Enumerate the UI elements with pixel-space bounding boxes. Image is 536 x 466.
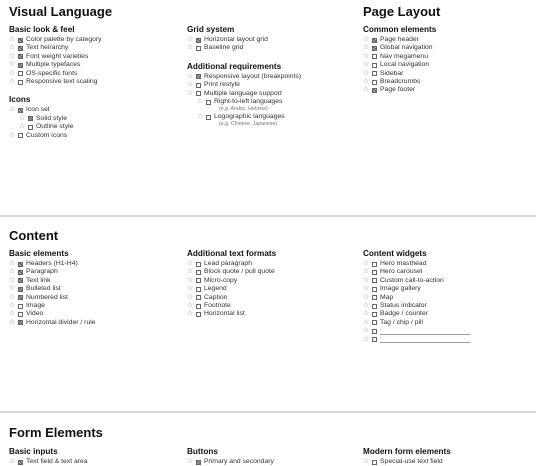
checklist-item-label: Image [26,301,45,309]
star-icon[interactable]: ☆ [187,293,194,301]
star-icon[interactable]: ☆ [9,293,16,301]
checklist-item-label: Horizontal divider / rule [26,318,96,326]
star-icon[interactable]: ☆ [9,276,16,284]
checklist-item [363,294,470,302]
star-icon[interactable]: ☆ [187,89,194,97]
checkbox-icon[interactable] [18,304,23,309]
column-grid [187,25,301,128]
checkbox-icon[interactable] [18,38,23,43]
checklist-item [363,285,470,293]
subheading-content-widgets: Content widgets [363,249,427,258]
checkbox-icon[interactable] [18,460,23,465]
subheading-basic-inputs: Basic inputs [9,447,58,456]
checklist-item [9,285,96,293]
checklist-item-label: Right-to-left languages [214,97,283,105]
checklist-item-label: Custom icons [26,131,68,139]
checklist-item-label: Headers (H1-H4) [26,260,78,267]
checklist-item [187,90,301,98]
star-icon[interactable]: ☆ [363,77,370,85]
checklist-item [187,458,274,466]
checkbox-icon[interactable] [372,312,377,317]
checklist-item-label: Numbered list [26,293,68,301]
checklist-item-label: Outline style [36,123,74,131]
star-icon[interactable]: ☆ [363,276,370,284]
checklist-item-label: Text link [26,276,51,284]
checkbox-icon[interactable] [372,337,377,342]
checkbox-icon[interactable] [206,100,211,105]
checklist-item-label: Hero carousel [380,268,423,276]
checklist-item [363,310,470,318]
subheading-buttons: Buttons [187,447,218,456]
star-icon[interactable]: ☆ [363,36,370,43]
column-text-formats [187,249,276,319]
star-icon[interactable]: ☆ [363,44,370,52]
checkbox-icon[interactable] [18,262,23,267]
checklist-item [9,78,102,86]
star-icon[interactable]: ☆ [19,114,26,122]
column-content-widgets [363,249,470,344]
star-icon[interactable]: ☆ [9,77,16,85]
checkbox-icon[interactable] [372,320,377,325]
checklist-item [187,113,301,121]
star-icon[interactable]: ☆ [187,301,194,309]
checklist-item-label: Logographic languages [214,112,285,120]
star-icon[interactable]: ☆ [363,69,370,77]
star-icon[interactable]: ☆ [9,458,16,465]
star-icon[interactable]: ☆ [9,106,16,114]
star-icon[interactable]: ☆ [363,310,370,318]
checklist-item-label: Map [380,293,394,301]
checkbox-icon[interactable] [18,46,23,51]
checkbox-icon[interactable] [372,262,377,267]
checklist-item [9,36,102,44]
checklist-item-label: Global navigation [380,44,433,52]
star-icon[interactable]: ☆ [187,285,194,293]
checkbox-icon[interactable] [372,54,377,59]
checklist-item-label: Baseline grid [204,44,244,52]
checklist-item [363,86,436,94]
column-basic-look [9,25,102,140]
checklist-item [9,277,96,285]
checkbox-icon[interactable] [372,88,377,93]
checklist-item [9,61,102,69]
checklist-item [363,70,436,78]
star-icon[interactable]: ☆ [363,268,370,276]
star-icon[interactable]: ☆ [363,318,370,326]
star-icon[interactable]: ☆ [363,327,370,335]
checklist-item [363,327,470,335]
checklist-item [9,319,96,327]
checkbox-icon[interactable] [372,329,377,334]
star-icon[interactable]: ☆ [363,293,370,301]
checklist-item-label: Page footer [380,86,416,94]
subheading-icons: Icons [9,95,31,105]
subheading-grid-system: Grid system [187,25,235,34]
checkbox-icon[interactable] [372,46,377,51]
star-icon[interactable]: ☆ [187,260,194,267]
checklist-item-label: Lead paragraph [204,260,252,267]
checkbox-icon[interactable] [18,278,23,283]
checklist-item-label: Solid style [36,114,67,122]
checklist-item [363,319,470,327]
checklist-item [9,70,102,78]
checklist-item [9,294,96,302]
star-icon[interactable]: ☆ [9,69,16,77]
checkbox-icon[interactable] [28,125,33,130]
column-basic-elements [9,249,96,327]
checklist-item-label: Font weight varieties [26,52,89,60]
blank-entry-line[interactable] [380,328,470,335]
checkbox-icon[interactable] [372,63,377,68]
blank-entry-line[interactable] [380,336,470,343]
star-icon[interactable]: ☆ [19,123,26,131]
checklist-item [9,115,102,123]
checklist-item [187,81,301,89]
checklist-item [363,78,436,86]
subheading-common-elements: Common elements [363,25,437,34]
checklist-item [363,36,436,44]
star-icon[interactable]: ☆ [187,81,194,89]
checkbox-icon[interactable] [372,38,377,43]
checklist-item-label: Responsive layout (breakpoints) [204,72,302,80]
checkbox-icon[interactable] [196,38,201,43]
subheading-basic-elements: Basic elements [9,249,69,258]
checkbox-icon[interactable] [18,270,23,275]
star-icon[interactable]: ☆ [363,335,370,343]
checkbox-icon[interactable] [18,133,23,138]
checkbox-icon[interactable] [372,278,377,283]
checklist-item-label: Primary and secondary [204,458,274,465]
star-icon[interactable]: ☆ [363,285,370,293]
star-icon[interactable]: ☆ [9,52,16,60]
star-icon[interactable]: ☆ [9,61,16,69]
checklist-item [9,458,88,466]
checklist-item-label: Multiple typefaces [26,61,81,69]
checklist-item [9,268,96,276]
star-icon[interactable]: ☆ [363,458,370,465]
checklist-item-label: Breadcrumbs [380,77,421,85]
checklist-item-label: Horizontal layout grid [204,36,268,43]
checkbox-icon[interactable] [372,270,377,275]
checkbox-icon[interactable] [18,320,23,325]
checklist-item [363,53,436,61]
checklist-item-label: Footnote [204,301,231,309]
checklist-item [187,285,276,293]
star-icon[interactable]: ☆ [9,36,16,43]
checkbox-icon[interactable] [372,71,377,76]
section-divider [0,411,536,413]
checklist-item [363,61,436,69]
checklist-item [363,302,470,310]
checklist-item [9,123,102,131]
checklist-item [363,336,470,344]
column-basic-inputs [9,447,88,466]
star-icon[interactable]: ☆ [9,44,16,52]
checkbox-icon[interactable] [196,304,201,309]
star-icon[interactable]: ☆ [197,112,204,120]
checklist-item-note: (e.g. Chinese, Japanese) [219,121,277,128]
subheading-additional-requirements: Additional requirements [187,61,282,71]
star-icon[interactable]: ☆ [187,72,194,80]
checkbox-icon[interactable] [18,287,23,292]
checklist-item [363,458,451,466]
checklist-item [9,302,96,310]
checklist-item [9,260,96,268]
star-icon[interactable]: ☆ [187,44,194,52]
checklist-item [363,260,470,268]
star-icon[interactable]: ☆ [363,52,370,60]
column-common-elements [363,25,436,95]
checklist-item [187,310,276,318]
star-icon[interactable]: ☆ [197,97,204,105]
star-icon[interactable]: ☆ [9,260,16,267]
checkbox-icon[interactable] [196,278,201,283]
section-title-content: Content [9,228,59,243]
checklist-item-label: Print restyle [204,81,240,89]
checklist-item [187,44,301,52]
checklist-item-label: Hero masthead [380,260,427,267]
star-icon[interactable]: ☆ [9,318,16,326]
section-title-form-elements: Form Elements [9,425,103,440]
section-divider [0,215,536,217]
checklist-item-label: Horizontal list [204,310,245,318]
section-title-visual-language: Visual Language [9,4,113,19]
checkbox-icon[interactable] [196,460,201,465]
checklist-item [187,294,276,302]
checklist-item [363,44,436,52]
checklist-item-label: Sidebar [380,69,404,77]
checklist-item [9,106,102,114]
checklist-item [9,310,96,318]
subheading-text-formats: Additional text formats [187,249,277,258]
subheading-basic-look: Basic look & feel [9,25,75,34]
checkbox-icon[interactable] [372,295,377,300]
checklist-item-label: Block quote / pull quote [204,268,275,276]
checkbox-icon[interactable] [196,295,201,300]
star-icon[interactable]: ☆ [363,260,370,267]
checklist-item-label: Image gallery [380,285,421,293]
checkbox-icon[interactable] [196,83,201,88]
checklist-item-label: Custom call-to-action [380,276,444,284]
checklist-item-label: Text field & text area [26,458,88,465]
checkbox-icon[interactable] [372,80,377,85]
checkbox-icon[interactable] [196,270,201,275]
star-icon[interactable]: ☆ [9,268,16,276]
checklist-item-note: (e.g. Arabic, Hebrew) [219,106,268,113]
checklist-item-label: Micro-copy [204,276,238,284]
checkbox-icon[interactable] [28,116,33,121]
checkbox-icon[interactable] [18,63,23,68]
star-icon[interactable]: ☆ [187,310,194,318]
star-icon[interactable]: ☆ [363,301,370,309]
checkbox-icon[interactable] [18,71,23,76]
checklist-item [9,53,102,61]
checklist-item [9,44,102,52]
star-icon[interactable]: ☆ [363,61,370,69]
checklist-item-label: Paragraph [26,268,58,276]
checklist-item [187,277,276,285]
checkbox-icon[interactable] [18,80,23,85]
subheading-modern-form-elements: Modern form elements [363,447,451,456]
checklist-item [363,268,470,276]
checklist-item-label: Special-use text field [380,458,443,465]
checklist-item [187,36,301,44]
checkbox-icon[interactable] [18,54,23,59]
checklist-item-label: Caption [204,293,228,301]
checkbox-icon[interactable] [18,108,23,113]
checkbox-icon[interactable] [18,312,23,317]
section-title-page-layout: Page Layout [363,4,441,19]
checklist-item-label: Icon set [26,106,50,114]
star-icon[interactable]: ☆ [9,285,16,293]
checkbox-icon[interactable] [372,460,377,465]
checklist-item-label: Text heirarchy [26,44,69,52]
star-icon[interactable]: ☆ [9,301,16,309]
star-icon[interactable]: ☆ [187,458,194,465]
checklist-item [187,260,276,268]
checklist-item-label: Local navigation [380,61,430,69]
checkbox-icon[interactable] [196,74,201,79]
checklist-item-label: OS-specific fonts [26,69,78,77]
checkbox-icon[interactable] [196,46,201,51]
checklist-item [363,277,470,285]
checklist-item [187,98,301,106]
star-icon[interactable]: ☆ [187,268,194,276]
checklist-item-label: Video [26,310,44,318]
checklist-item-label: Responsive text scaling [26,77,98,85]
checklist-item-label: Tag / chip / pill [380,318,424,326]
checkbox-icon[interactable] [196,91,201,96]
checkbox-icon[interactable] [196,287,201,292]
star-icon[interactable]: ☆ [9,310,16,318]
checklist-item [187,73,301,81]
checklist-item-label: Bulleted list [26,285,61,293]
star-icon[interactable]: ☆ [187,36,194,43]
checklist-item [9,132,102,140]
checklist-item-label: Nav megamenu [380,52,428,60]
checkbox-icon[interactable] [196,312,201,317]
checkbox-icon[interactable] [372,304,377,309]
star-icon[interactable]: ☆ [9,131,16,139]
checklist-item [187,268,276,276]
checklist-item [187,302,276,310]
checklist-item-label: Badge / counter [380,310,428,318]
star-icon[interactable]: ☆ [187,276,194,284]
checkbox-icon[interactable] [372,287,377,292]
column-buttons [187,447,274,466]
checklist-item-label: Color palette by category [26,36,102,43]
checkbox-icon[interactable] [206,115,211,120]
checklist-item-label: Legend [204,285,227,293]
checklist-item-label: Multiple language support [204,89,282,97]
checkbox-icon[interactable] [18,295,23,300]
star-icon[interactable]: ☆ [363,86,370,94]
checklist-item-label: Page header [380,36,419,43]
checklist-item-label: Status indicator [380,301,427,309]
column-modern-form [363,447,451,466]
checkbox-icon[interactable] [196,262,201,267]
